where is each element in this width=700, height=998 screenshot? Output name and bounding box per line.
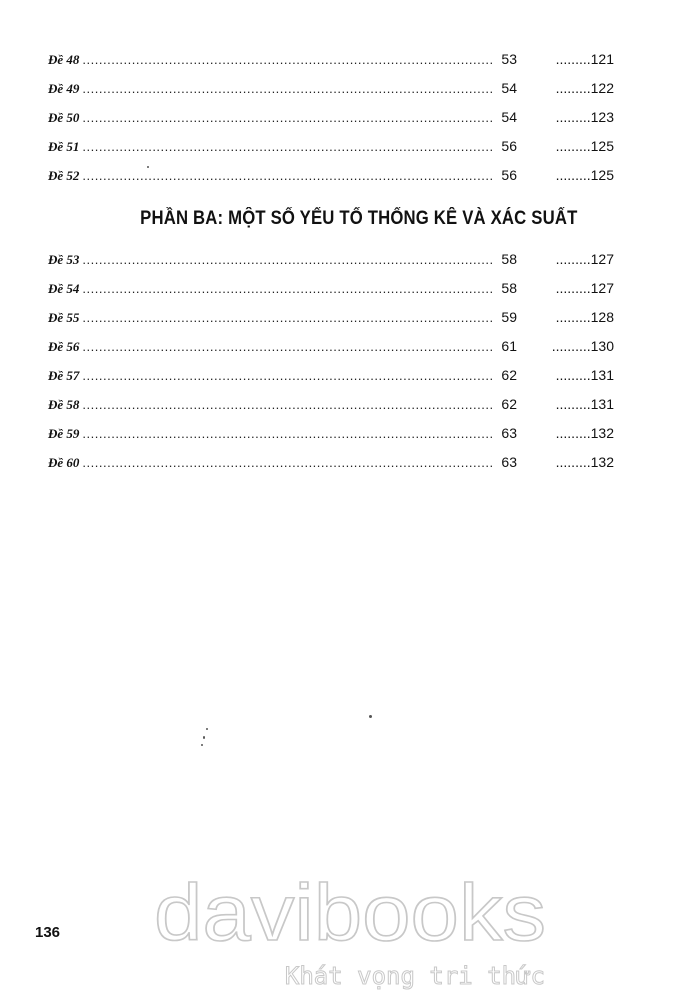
dot-leader	[82, 274, 493, 303]
dot-leader	[82, 332, 493, 361]
dot-leader	[82, 103, 493, 132]
dot-leader	[82, 74, 493, 103]
toc-entry	[48, 103, 614, 132]
dot-leader	[82, 361, 493, 390]
toc-entry-label: Đề 59	[48, 426, 80, 441]
question-page-number: 63	[501, 454, 517, 470]
answer-page-number: .........127	[555, 280, 614, 296]
toc-entry	[48, 390, 614, 419]
answer-page-number: .........123	[555, 109, 614, 125]
section-heading-part-three: PHẦN BA: MỘT SỐ YẾU TỐ THỐNG KÊ VÀ XÁC SUẤT	[140, 208, 578, 229]
toc-entry-label: Đề 49	[48, 81, 80, 96]
toc-entry-label: Đề 56	[48, 339, 80, 354]
question-page-number: 61	[501, 338, 517, 354]
toc-entry-label: Đề 54	[48, 281, 80, 296]
toc-entry	[48, 419, 614, 448]
dot-leader	[82, 390, 493, 419]
toc-entry	[48, 303, 614, 332]
toc-entry	[48, 161, 614, 190]
question-page-number: 53	[501, 51, 517, 67]
toc-entry-label: Đề 55	[48, 310, 80, 325]
scan-speck	[201, 744, 203, 746]
question-page-number: 54	[501, 109, 517, 125]
toc-entry-label: Đề 60	[48, 455, 80, 470]
question-page-number: 56	[501, 167, 517, 183]
toc-entry	[48, 74, 614, 103]
toc-entry	[48, 448, 614, 477]
scan-speck	[203, 736, 205, 739]
answer-page-number: ..........130	[551, 338, 614, 354]
scan-speck	[369, 715, 372, 718]
dot-leader	[82, 448, 493, 477]
toc-entry	[48, 132, 614, 161]
question-page-number: 56	[501, 138, 517, 154]
question-page-number: 59	[501, 309, 517, 325]
toc-entry-label: Đề 52	[48, 168, 80, 183]
question-page-number: 63	[501, 425, 517, 441]
toc-entry-label: Đề 51	[48, 139, 80, 154]
dot-leader	[82, 161, 493, 190]
dot-leader	[82, 132, 493, 161]
watermark-brand-text: davibooks	[154, 868, 546, 957]
dot-leader	[82, 45, 493, 74]
answer-page-number: .........122	[555, 80, 614, 96]
answer-page-number: .........121	[555, 51, 614, 67]
answer-page-number: .........127	[555, 251, 614, 267]
toc-entry-label: Đề 48	[48, 52, 80, 67]
scan-speck	[147, 166, 149, 168]
dot-leader	[82, 245, 493, 274]
toc-list-part-two-tail	[48, 45, 614, 190]
answer-page-number: .........131	[555, 367, 614, 383]
toc-entry	[48, 332, 614, 361]
scan-speck	[206, 728, 208, 730]
watermark-tagline-text: Khát vọng tri thức	[284, 962, 545, 990]
toc-entry	[48, 245, 614, 274]
toc-entry-label: Đề 57	[48, 368, 80, 383]
toc-entry-label: Đề 53	[48, 252, 80, 267]
dot-leader	[82, 303, 493, 332]
page-number: 136	[35, 924, 61, 941]
answer-page-number: .........132	[555, 425, 614, 441]
answer-page-number: .........131	[555, 396, 614, 412]
toc-entry	[48, 274, 614, 303]
question-page-number: 58	[501, 280, 517, 296]
toc-entry	[48, 361, 614, 390]
toc-list-part-three	[48, 245, 614, 477]
answer-page-number: .........125	[555, 138, 614, 154]
toc-entry-label: Đề 58	[48, 397, 80, 412]
answer-page-number: .........132	[555, 454, 614, 470]
toc-entry	[48, 45, 614, 74]
dot-leader	[82, 419, 493, 448]
toc-entry-label: Đề 50	[48, 110, 80, 125]
answer-page-number: .........128	[555, 309, 614, 325]
question-page-number: 54	[501, 80, 517, 96]
davibooks-watermark-logo	[150, 862, 550, 992]
question-page-number: 62	[501, 396, 517, 412]
question-page-number: 58	[501, 251, 517, 267]
question-page-number: 62	[501, 367, 517, 383]
answer-page-number: .........125	[555, 167, 614, 183]
